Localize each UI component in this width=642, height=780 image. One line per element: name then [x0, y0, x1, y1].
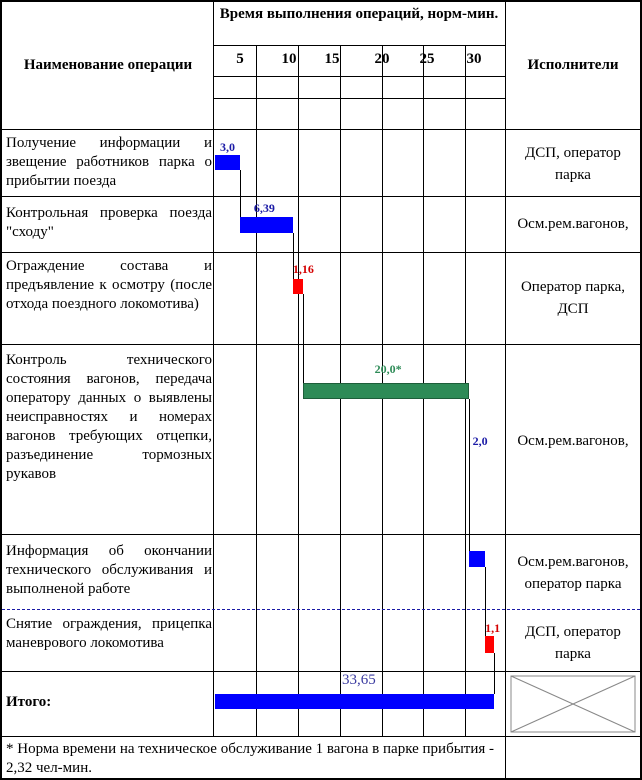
hline-ticks: [213, 76, 505, 77]
bar-operation-4: [303, 383, 469, 399]
bar-label-6: 1,1: [485, 621, 501, 635]
connector-4: [469, 399, 470, 551]
bar-operation-5: [469, 551, 486, 567]
tick-20: 20: [374, 51, 390, 67]
hline-row3: [2, 344, 640, 345]
operation-name-3: Ограждение состава и предъявление к осмотру (после отхода поездного локомотива): [6, 258, 212, 312]
operation-name-5: Информация об окончании технического обслуживания и выполненой работе: [6, 543, 212, 597]
bar-label-1: 3,0: [220, 140, 235, 154]
grid-line-5: [256, 45, 257, 737]
performers-3: Оператор парка, ДСП: [520, 279, 626, 317]
hline-row1: [2, 196, 640, 197]
operation-name-2: Контрольная проверка поезда "сходу": [6, 205, 212, 240]
bar-operation-3: [293, 279, 303, 294]
total-label: Итого:: [6, 694, 52, 710]
bar-label-3: 1,16: [292, 262, 314, 276]
performers-6: ДСП, оператор парка: [525, 624, 621, 662]
operation-name-4: Контроль технического состояния вагонов, передача оператору данных о выявлены неисправностях и номерах вагонов требующих отцепки, разъединение тормозных рукавов: [6, 352, 212, 482]
hline-empty-row: [213, 98, 505, 99]
bar-operation-1: [215, 155, 240, 170]
performers-5: Осм.рем.вагонов, оператор парка: [517, 554, 629, 592]
tick-25: 25: [419, 51, 435, 67]
tick-10: 10: [281, 51, 297, 67]
total-performers-crossed: [506, 672, 640, 736]
hline-row4: [2, 534, 640, 535]
tick-30: 30: [466, 51, 482, 67]
header-performers: Исполнители: [527, 57, 619, 73]
footnote: * Норма времени на техническое обслуживание 1 вагона в парке прибытия - 2,32 чел-мин.: [6, 741, 495, 776]
header-operation-name: Наименование операции: [23, 57, 193, 73]
hline-total: [2, 736, 640, 737]
tick-15: 15: [324, 51, 340, 67]
bar-total: [215, 694, 494, 709]
performers-1: ДСП, оператор парка: [525, 145, 621, 183]
bar-label-5: 2,0: [472, 434, 488, 448]
connector-3: [303, 294, 304, 383]
hline-row2: [2, 252, 640, 253]
hline-time-header: [213, 45, 505, 46]
connector-1: [240, 170, 241, 217]
hline-row5-dashed: [2, 609, 640, 610]
bar-label-2: 6,39: [253, 201, 275, 215]
connector-6: [494, 653, 495, 694]
header-time: Время выполнения операций, норм-мин.: [219, 6, 499, 22]
bar-operation-6: [485, 636, 494, 653]
operation-name-1: Получение информации и звещение работников парка о прибытии поезда: [6, 135, 212, 189]
bar-label-4: 20,0*: [374, 362, 402, 376]
col-divider-left: [213, 2, 214, 737]
bar-label-total: 33,65: [342, 672, 376, 688]
performers-2: Осм.рем.вагонов,: [517, 216, 629, 232]
col-divider-right: [505, 2, 506, 780]
performers-4: Осм.рем.вагонов,: [517, 433, 629, 449]
tick-5: 5: [236, 51, 244, 67]
bar-operation-2: [240, 217, 293, 233]
hline-header-bottom: [2, 129, 640, 130]
grid-line-10: [298, 45, 299, 737]
operation-name-6: Снятие ограждения, прицепка маневрового локомотива: [6, 616, 212, 651]
